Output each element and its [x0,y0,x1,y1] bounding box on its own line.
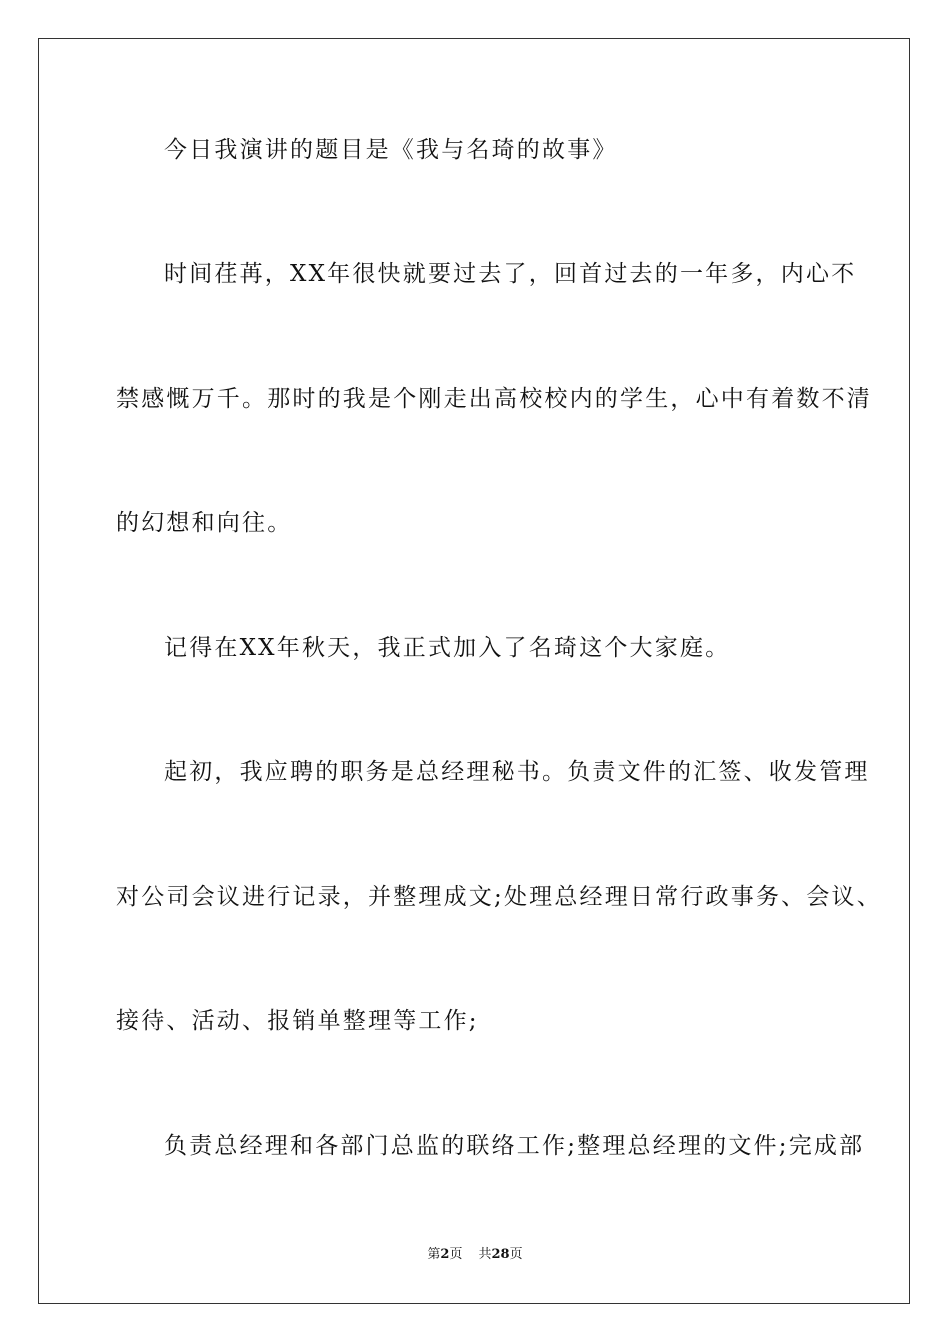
page-footer [0,1246,950,1264]
text-line-1: 今日我演讲的题目是《我与名琦的故事》 [164,137,618,163]
total-pages: 28 [491,1247,510,1262]
text-line-7: 对公司会议进行记录，并整理成文;处理总经理日常行政事务、会议、 [116,884,882,910]
page-suffix: 页 [449,1247,463,1262]
text-line-5: 记得在XX年秋天，我正式加入了名琦这个大家庭。 [164,635,731,661]
total-suffix: 页 [509,1247,523,1262]
total-prefix: 共 [478,1247,492,1262]
text-line-4: 的幻想和向往。 [116,510,293,536]
text-line-8: 接待、活动、报销单整理等工作; [116,1008,479,1034]
text-line-3: 禁感慨万千。那时的我是个刚走出高校校内的学生，心中有着数不清 [116,386,872,412]
page-border [38,38,910,1304]
page-prefix: 第 [427,1247,441,1262]
text-line-9: 负责总经理和各部门总监的联络工作;整理总经理的文件;完成部 [164,1133,865,1159]
page-number: 2 [440,1247,450,1262]
text-line-2: 时间荏苒，XX年很快就要过去了，回首过去的一年多，内心不 [164,261,857,287]
text-line-6: 起初，我应聘的职务是总经理秘书。负责文件的汇签、收发管理 [164,759,870,785]
